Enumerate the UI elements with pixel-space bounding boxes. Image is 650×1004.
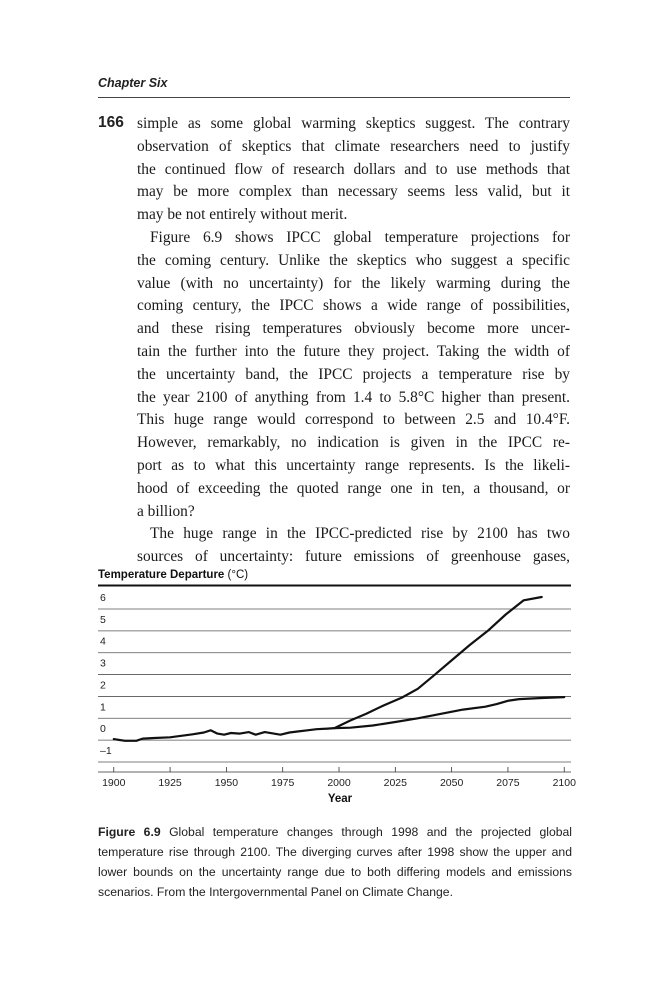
x-tick-label: 1925 [158, 777, 182, 789]
y-tick-label: 6 [100, 592, 106, 604]
x-tick-label: 2050 [439, 777, 464, 789]
text-line: the uncertainty band, the IPCC projects a temperature rise by [137, 365, 570, 383]
text-line: This huge range would correspond to between 2.5 and 10.4°F. [137, 411, 570, 429]
x-tick-label: 2000 [327, 777, 351, 789]
text-line: the year 2100 of anything from 1.4 to 5.8°C higher than present. [137, 388, 570, 406]
x-tick-label: 1950 [214, 777, 239, 789]
text-line: tain the further into the future they project. Taking the width of [137, 342, 570, 360]
text-line: port as to what this uncertainty range represents. Is the likeli- [137, 456, 570, 474]
y-tick-label: 5 [100, 613, 106, 626]
y-tick-label: 0 [100, 723, 106, 736]
text-line: the continued flow of research dollars and to use methods that [137, 160, 570, 178]
chart-title-unit: (°C) [227, 569, 249, 581]
text-line: hood of exceeding the quoted range one in ten, a thousand, or [137, 479, 570, 497]
y-tick-label: 4 [100, 635, 106, 648]
chart-title-text: Temperature Departure [98, 569, 225, 581]
chart-axis [98, 592, 576, 789]
x-tick-label: 2100 [552, 777, 576, 789]
text-line: coming century, the IPCC shows a wide range of possibilities, [137, 297, 570, 315]
text-line: value (with no uncertainty) for the likely warming during the [137, 274, 570, 292]
x-tick-label: 1975 [271, 777, 295, 789]
caption-line: scenarios. From the Intergovernmental Panel on Climate Change. [98, 885, 453, 899]
text-line: may be not entirely without merit. [137, 206, 348, 224]
page-number: 166 [98, 114, 124, 131]
caption-label: Figure 6.9 [98, 825, 161, 839]
text-line: Figure 6.9 shows IPCC global temperature projections for [150, 228, 570, 246]
x-tick-label: 1900 [102, 777, 126, 789]
chapter-header: Chapter Six [98, 76, 168, 90]
caption-line: temperature rise through 2100. The diverging curves after 1998 show the upper and [98, 845, 572, 859]
y-tick-label: 1 [100, 701, 106, 714]
text-line: observation of skeptics that climate researchers need to justify [137, 137, 570, 155]
y-tick-label: 3 [100, 657, 106, 670]
text-line: simple as some global warming skeptics suggest. The contrary [137, 115, 570, 132]
caption-line: lower bounds on the uncertainty range due to both differing models and emissions [98, 865, 572, 879]
text-line: a billion? [137, 502, 195, 520]
figure-caption [98, 822, 572, 902]
chart-series [114, 597, 564, 741]
historical-temperature-line [114, 728, 335, 741]
y-tick-label: 2 [100, 679, 106, 692]
text-line: However, remarkably, no indication is given in the IPCC re- [137, 434, 570, 452]
chart-grid [98, 586, 571, 763]
upper-bound-line [335, 597, 542, 728]
text-line: the coming century. Unlike the skeptics who suggest a specific [137, 251, 570, 269]
y-tick-label: –1 [100, 745, 112, 757]
text-line: and these rising temperatures obviously become more uncer- [137, 320, 570, 338]
x-tick-label: 2025 [383, 777, 407, 789]
x-tick-label: 2075 [496, 777, 520, 789]
text-line: sources of uncertainty: future emissions of greenhouse gases, [137, 548, 570, 566]
caption-text: Global temperature changes through 1998 and the projected global [169, 825, 572, 839]
text-line: may be more complex than necessary seems less valid, but it [137, 183, 570, 201]
caption-line [98, 822, 572, 842]
x-axis-label: Year [327, 793, 353, 805]
text-line: The huge range in the IPCC-predicted rise by 2100 has two [150, 525, 570, 543]
